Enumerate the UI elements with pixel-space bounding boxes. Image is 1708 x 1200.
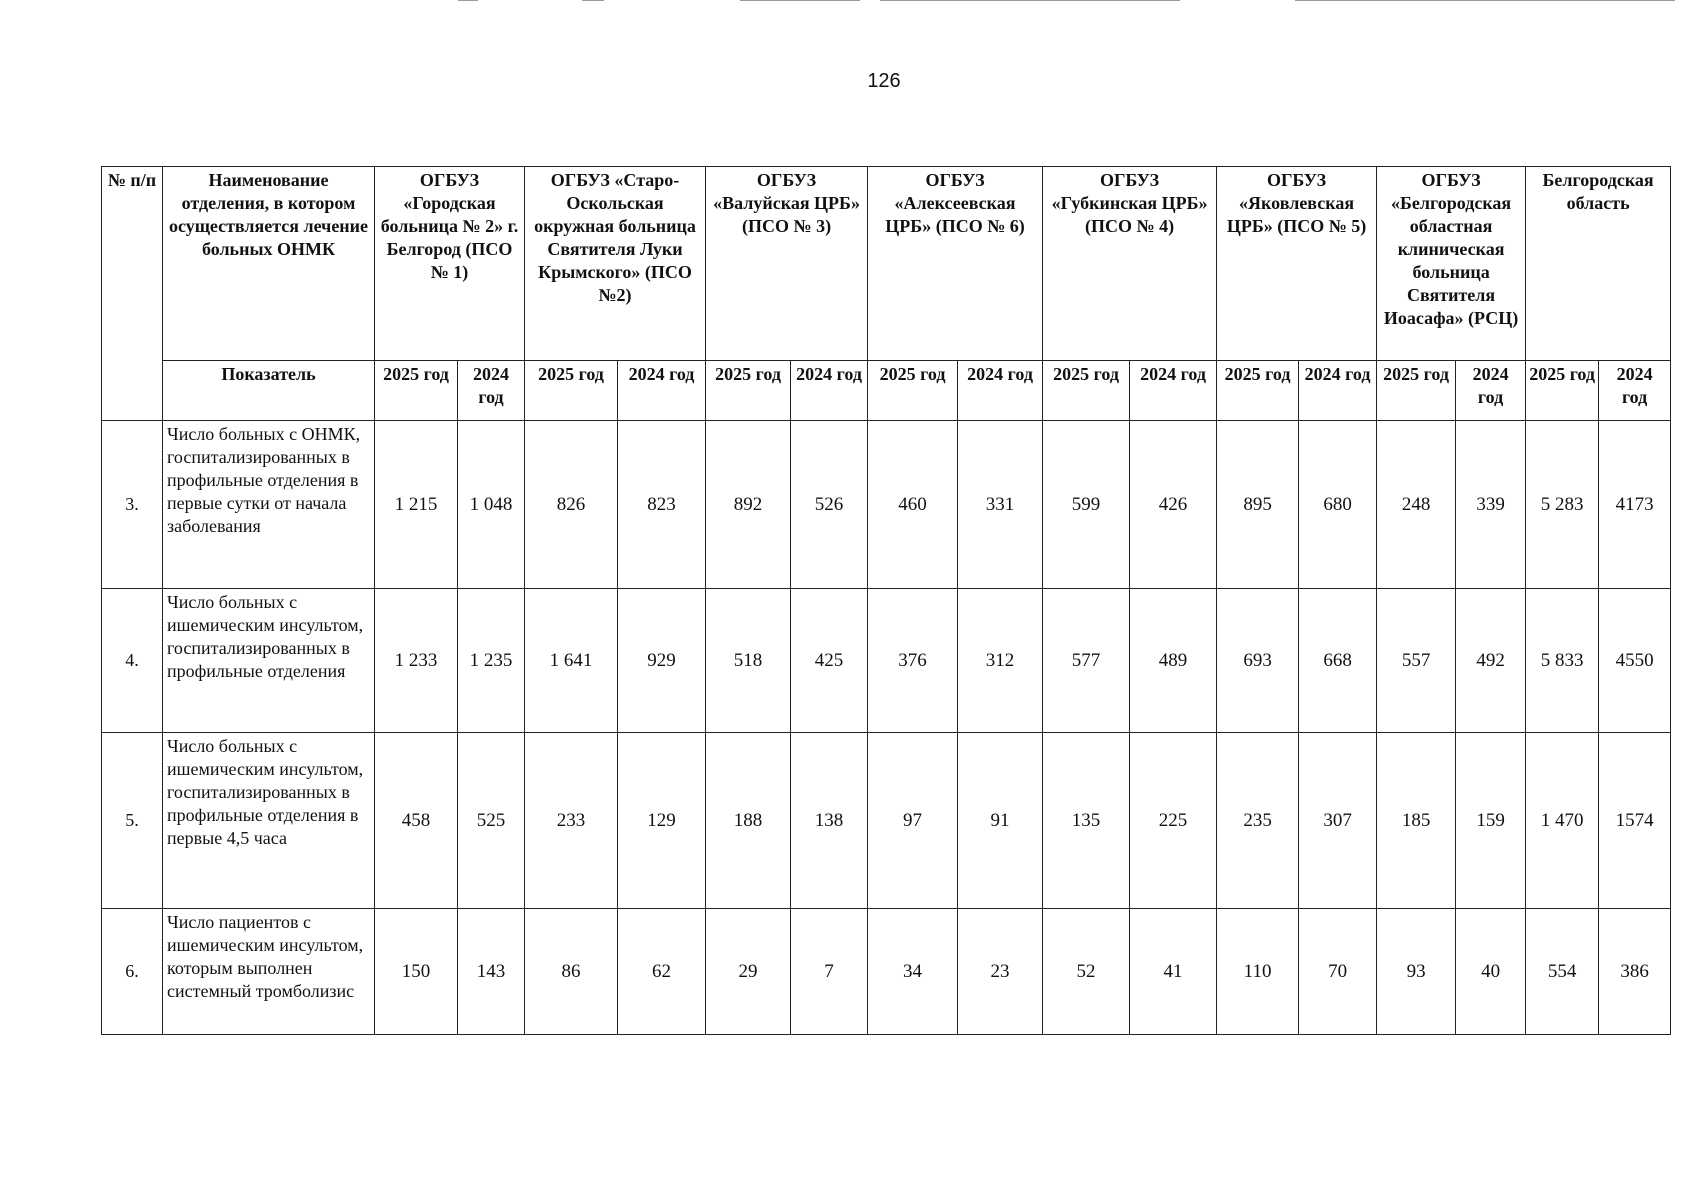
value-cell: 52 <box>1043 909 1130 1035</box>
year-2025: 2025 год <box>1043 361 1130 421</box>
value-cell: 91 <box>958 733 1043 909</box>
year-2025: 2025 год <box>375 361 458 421</box>
row-number: 6. <box>102 909 163 1035</box>
value-cell: 138 <box>791 733 868 909</box>
table-row <box>102 733 1671 909</box>
scan-artifact-line <box>740 0 860 1</box>
value-cell: 86 <box>525 909 618 1035</box>
value-cell: 1 215 <box>375 421 458 589</box>
value-cell: 680 <box>1299 421 1377 589</box>
year-2025: 2025 год <box>868 361 958 421</box>
scan-artifact-line <box>880 0 1180 1</box>
value-cell: 62 <box>618 909 706 1035</box>
header-org-regional-clinical: ОГБУЗ «Белгородская областная клиническая больница Святителя Иоасафа» (РСЦ) <box>1377 167 1526 361</box>
value-cell: 668 <box>1299 589 1377 733</box>
value-cell: 577 <box>1043 589 1130 733</box>
value-cell: 5 833 <box>1526 589 1599 733</box>
page-number: 126 <box>867 70 901 92</box>
year-2024: 2024 год <box>458 361 525 421</box>
value-cell: 426 <box>1130 421 1217 589</box>
value-cell: 458 <box>375 733 458 909</box>
value-cell: 4550 <box>1599 589 1671 733</box>
value-cell: 40 <box>1456 909 1526 1035</box>
year-2025: 2025 год <box>1217 361 1299 421</box>
value-cell: 93 <box>1377 909 1456 1035</box>
value-cell: 1 235 <box>458 589 525 733</box>
year-2024: 2024 год <box>1130 361 1217 421</box>
value-cell: 7 <box>791 909 868 1035</box>
value-cell: 425 <box>791 589 868 733</box>
value-cell: 135 <box>1043 733 1130 909</box>
header-row-orgs <box>102 167 1671 361</box>
value-cell: 185 <box>1377 733 1456 909</box>
row-label: Число больных с ишемическим инсультом, госпитализированных в профильные отделения <box>163 589 375 733</box>
header-indicator: Показатель <box>163 361 375 421</box>
value-cell: 4173 <box>1599 421 1671 589</box>
year-2025: 2025 год <box>1377 361 1456 421</box>
value-cell: 489 <box>1130 589 1217 733</box>
value-cell: 376 <box>868 589 958 733</box>
value-cell: 892 <box>706 421 791 589</box>
header-belgorod-region: Белгородская область <box>1526 167 1671 361</box>
year-2025: 2025 год <box>525 361 618 421</box>
value-cell: 693 <box>1217 589 1299 733</box>
header-org-stary-oskol: ОГБУЗ «Старо-Оскольская окружная больница Святителя Луки Крымского» (ПСО №2) <box>525 167 706 361</box>
value-cell: 557 <box>1377 589 1456 733</box>
value-cell: 150 <box>375 909 458 1035</box>
year-2025: 2025 год <box>1526 361 1599 421</box>
year-2024: 2024 год <box>1599 361 1671 421</box>
year-2024: 2024 год <box>791 361 868 421</box>
header-row-years <box>102 361 1671 421</box>
value-cell: 188 <box>706 733 791 909</box>
value-cell: 110 <box>1217 909 1299 1035</box>
value-cell: 339 <box>1456 421 1526 589</box>
row-label: Число больных с ОНМК, госпитализированных в профильные отделения в первые сутки от начала заболевания <box>163 421 375 589</box>
value-cell: 97 <box>868 733 958 909</box>
value-cell: 233 <box>525 733 618 909</box>
row-number: 4. <box>102 589 163 733</box>
header-org-alekseevka: ОГБУЗ «Алексеевская ЦРБ» (ПСО № 6) <box>868 167 1043 361</box>
year-2024: 2024 год <box>1299 361 1377 421</box>
value-cell: 386 <box>1599 909 1671 1035</box>
header-row-number: № п/п <box>102 167 163 421</box>
scan-artifact-line <box>582 0 604 1</box>
value-cell: 492 <box>1456 589 1526 733</box>
value-cell: 518 <box>706 589 791 733</box>
value-cell: 129 <box>618 733 706 909</box>
value-cell: 70 <box>1299 909 1377 1035</box>
value-cell: 823 <box>618 421 706 589</box>
value-cell: 23 <box>958 909 1043 1035</box>
header-department: Наименование отделения, в котором осуществляется лечение больных ОНМК <box>163 167 375 361</box>
year-2024: 2024 год <box>618 361 706 421</box>
table-row <box>102 421 1671 589</box>
year-2024: 2024 год <box>1456 361 1526 421</box>
table-row <box>102 589 1671 733</box>
header-org-yakovlevo: ОГБУЗ «Яковлевская ЦРБ» (ПСО № 5) <box>1217 167 1377 361</box>
value-cell: 525 <box>458 733 525 909</box>
row-number: 5. <box>102 733 163 909</box>
header-org-city-hospital-2: ОГБУЗ «Городская больница № 2» г. Белгород (ПСО № 1) <box>375 167 525 361</box>
value-cell: 460 <box>868 421 958 589</box>
value-cell: 235 <box>1217 733 1299 909</box>
value-cell: 312 <box>958 589 1043 733</box>
value-cell: 1 233 <box>375 589 458 733</box>
value-cell: 248 <box>1377 421 1456 589</box>
value-cell: 225 <box>1130 733 1217 909</box>
value-cell: 1 470 <box>1526 733 1599 909</box>
table-row <box>102 909 1671 1035</box>
value-cell: 554 <box>1526 909 1599 1035</box>
value-cell: 1 048 <box>458 421 525 589</box>
row-label: Число пациентов с ишемическим инсультом, которым выполнен системный тромболизис <box>163 909 375 1035</box>
header-org-valuyki: ОГБУЗ «Валуйская ЦРБ» (ПСО № 3) <box>706 167 868 361</box>
scan-artifact-line <box>458 0 478 1</box>
value-cell: 29 <box>706 909 791 1035</box>
year-2024: 2024 год <box>958 361 1043 421</box>
value-cell: 143 <box>458 909 525 1035</box>
year-2025: 2025 год <box>706 361 791 421</box>
value-cell: 159 <box>1456 733 1526 909</box>
scan-artifact-line <box>1295 0 1675 1</box>
value-cell: 526 <box>791 421 868 589</box>
row-label: Число больных с ишемическим инсультом, госпитализированных в профильные отделения в первые 4,5 часа <box>163 733 375 909</box>
header-org-gubkin: ОГБУЗ «Губкинская ЦРБ» (ПСО № 4) <box>1043 167 1217 361</box>
value-cell: 307 <box>1299 733 1377 909</box>
value-cell: 41 <box>1130 909 1217 1035</box>
value-cell: 5 283 <box>1526 421 1599 589</box>
value-cell: 929 <box>618 589 706 733</box>
value-cell: 1 641 <box>525 589 618 733</box>
row-number: 3. <box>102 421 163 589</box>
value-cell: 826 <box>525 421 618 589</box>
value-cell: 34 <box>868 909 958 1035</box>
value-cell: 1574 <box>1599 733 1671 909</box>
statistics-table <box>101 166 1671 1035</box>
value-cell: 895 <box>1217 421 1299 589</box>
value-cell: 331 <box>958 421 1043 589</box>
value-cell: 599 <box>1043 421 1130 589</box>
